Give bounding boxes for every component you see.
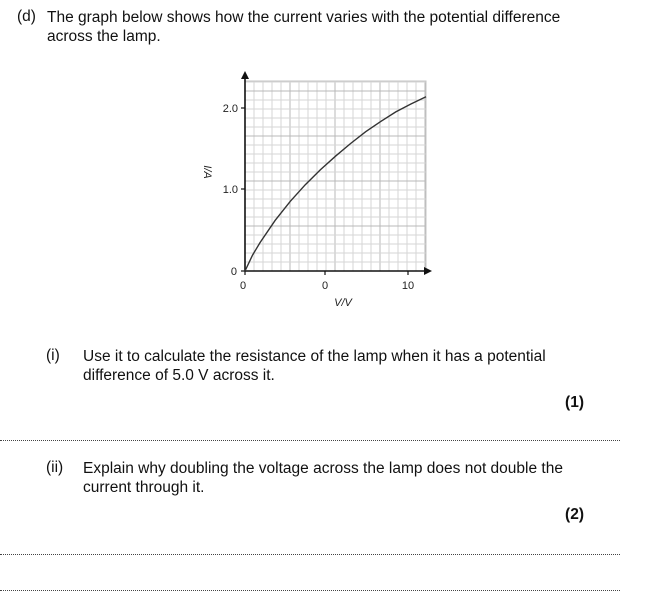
answer-line-ii-2[interactable] <box>0 590 620 591</box>
y-axis-arrow <box>241 71 249 79</box>
y-tick-label: 2.0 <box>222 103 238 115</box>
x-axis-arrow <box>424 267 432 275</box>
x-tick-label: 10 <box>401 280 415 292</box>
part-ii-text: Explain why doubling the voltage across the lamp does not double the current through it. <box>83 460 563 496</box>
x-tick-label: 0 <box>239 280 247 292</box>
part-i-label: (i) <box>46 347 60 364</box>
y-tick-label: 1.0 <box>222 184 238 196</box>
part-ii-marks: (2) <box>565 506 584 523</box>
y-tick-label: 0 <box>230 266 237 278</box>
y-axis-label: I/A <box>201 165 213 179</box>
x-axis-label: V/V <box>334 297 352 309</box>
part-i-marks: (1) <box>565 394 584 411</box>
part-ii-label: (ii) <box>46 459 64 476</box>
x-tick-label: 0 <box>321 280 329 292</box>
question-label: (d) <box>17 8 36 25</box>
answer-line-i[interactable] <box>0 440 620 441</box>
chart-grid <box>245 81 426 271</box>
question-text: The graph below shows how the current varies with the potential difference across the lamp. <box>47 9 561 45</box>
answer-line-ii-1[interactable] <box>0 554 620 555</box>
part-i-text: Use it to calculate the resistance of the lamp when it has a potential difference of 5.0 V across it. <box>83 348 546 384</box>
